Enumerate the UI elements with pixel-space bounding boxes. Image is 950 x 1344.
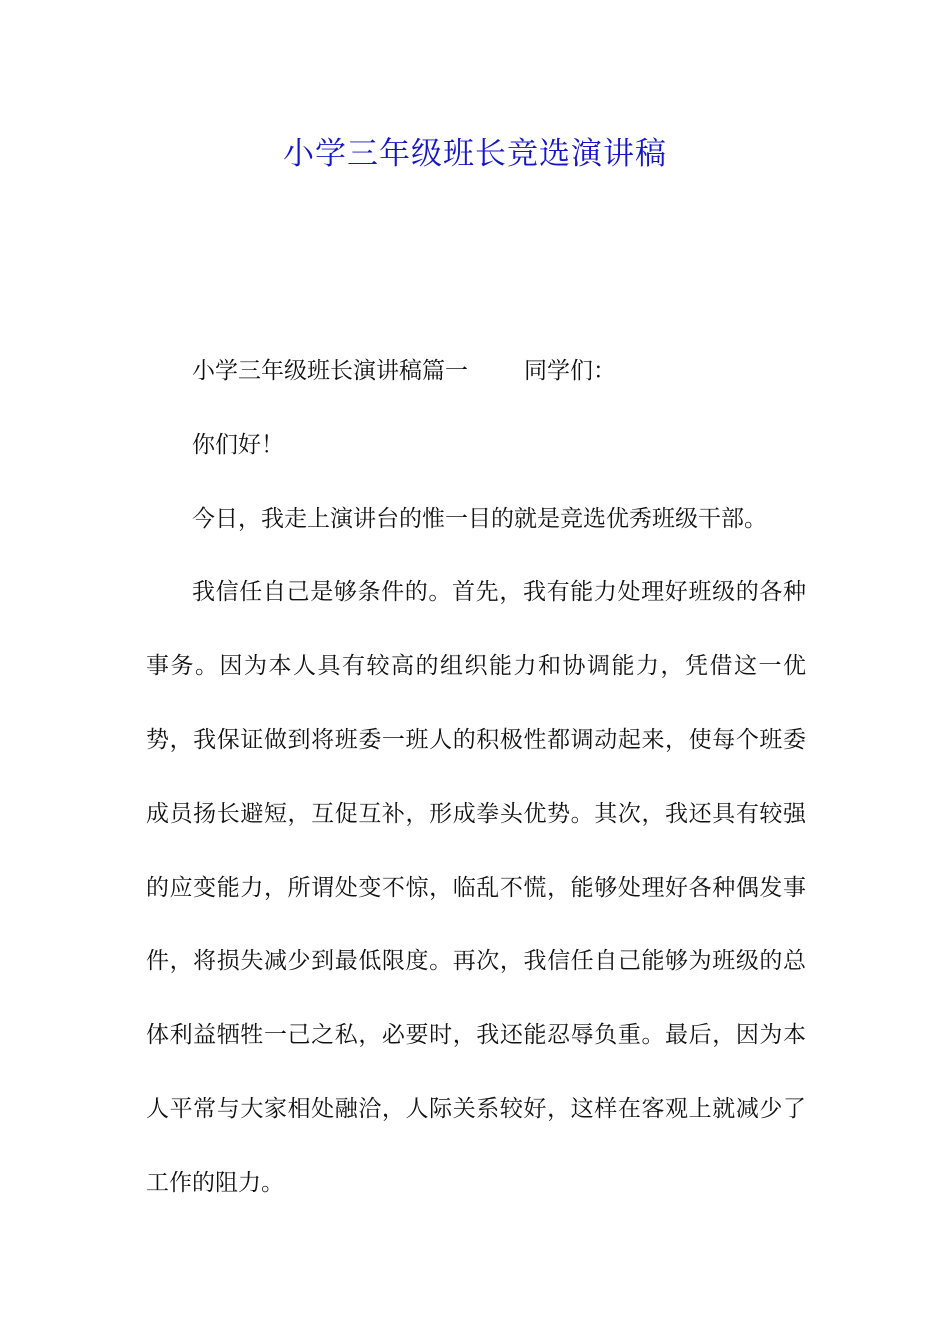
- heading-line: [146, 335, 806, 409]
- document-title: 小学三年级班长竞选演讲稿: [283, 136, 667, 172]
- greeting: 你们好！: [192, 431, 284, 458]
- paragraph-1: 今日，我走上演讲台的惟一目的就是竞选优秀班级干部。: [192, 505, 767, 532]
- speech-subtitle: 小学三年级班长演讲稿篇一: [192, 358, 468, 384]
- paragraph-2: 我信任自己是够条件的。首先，我有能力处理好班级的各种事务。因为本人具有较高的组织能力和协调能力，凭借这一优势，我保证做到将班委一班人的积极性都调动起来，使每个班委成员扬长避短，互促互补，形成拳头优势。其次，我还具有较强的应变能力，所谓处变不惊，临乱不慌，能够处理好各种偶发事件，将损失减少到最低限度。再次，我信任自己能够为班级的总体利益牺牲一己之私，必要时，我还能忍辱负重。最后，因为本人平常与大家相处融洽，人际关系较好，这样在客观上就减少了工作的阻力。: [146, 579, 806, 1196]
- document-body: [146, 335, 806, 1221]
- salutation: 同学们：: [524, 358, 616, 384]
